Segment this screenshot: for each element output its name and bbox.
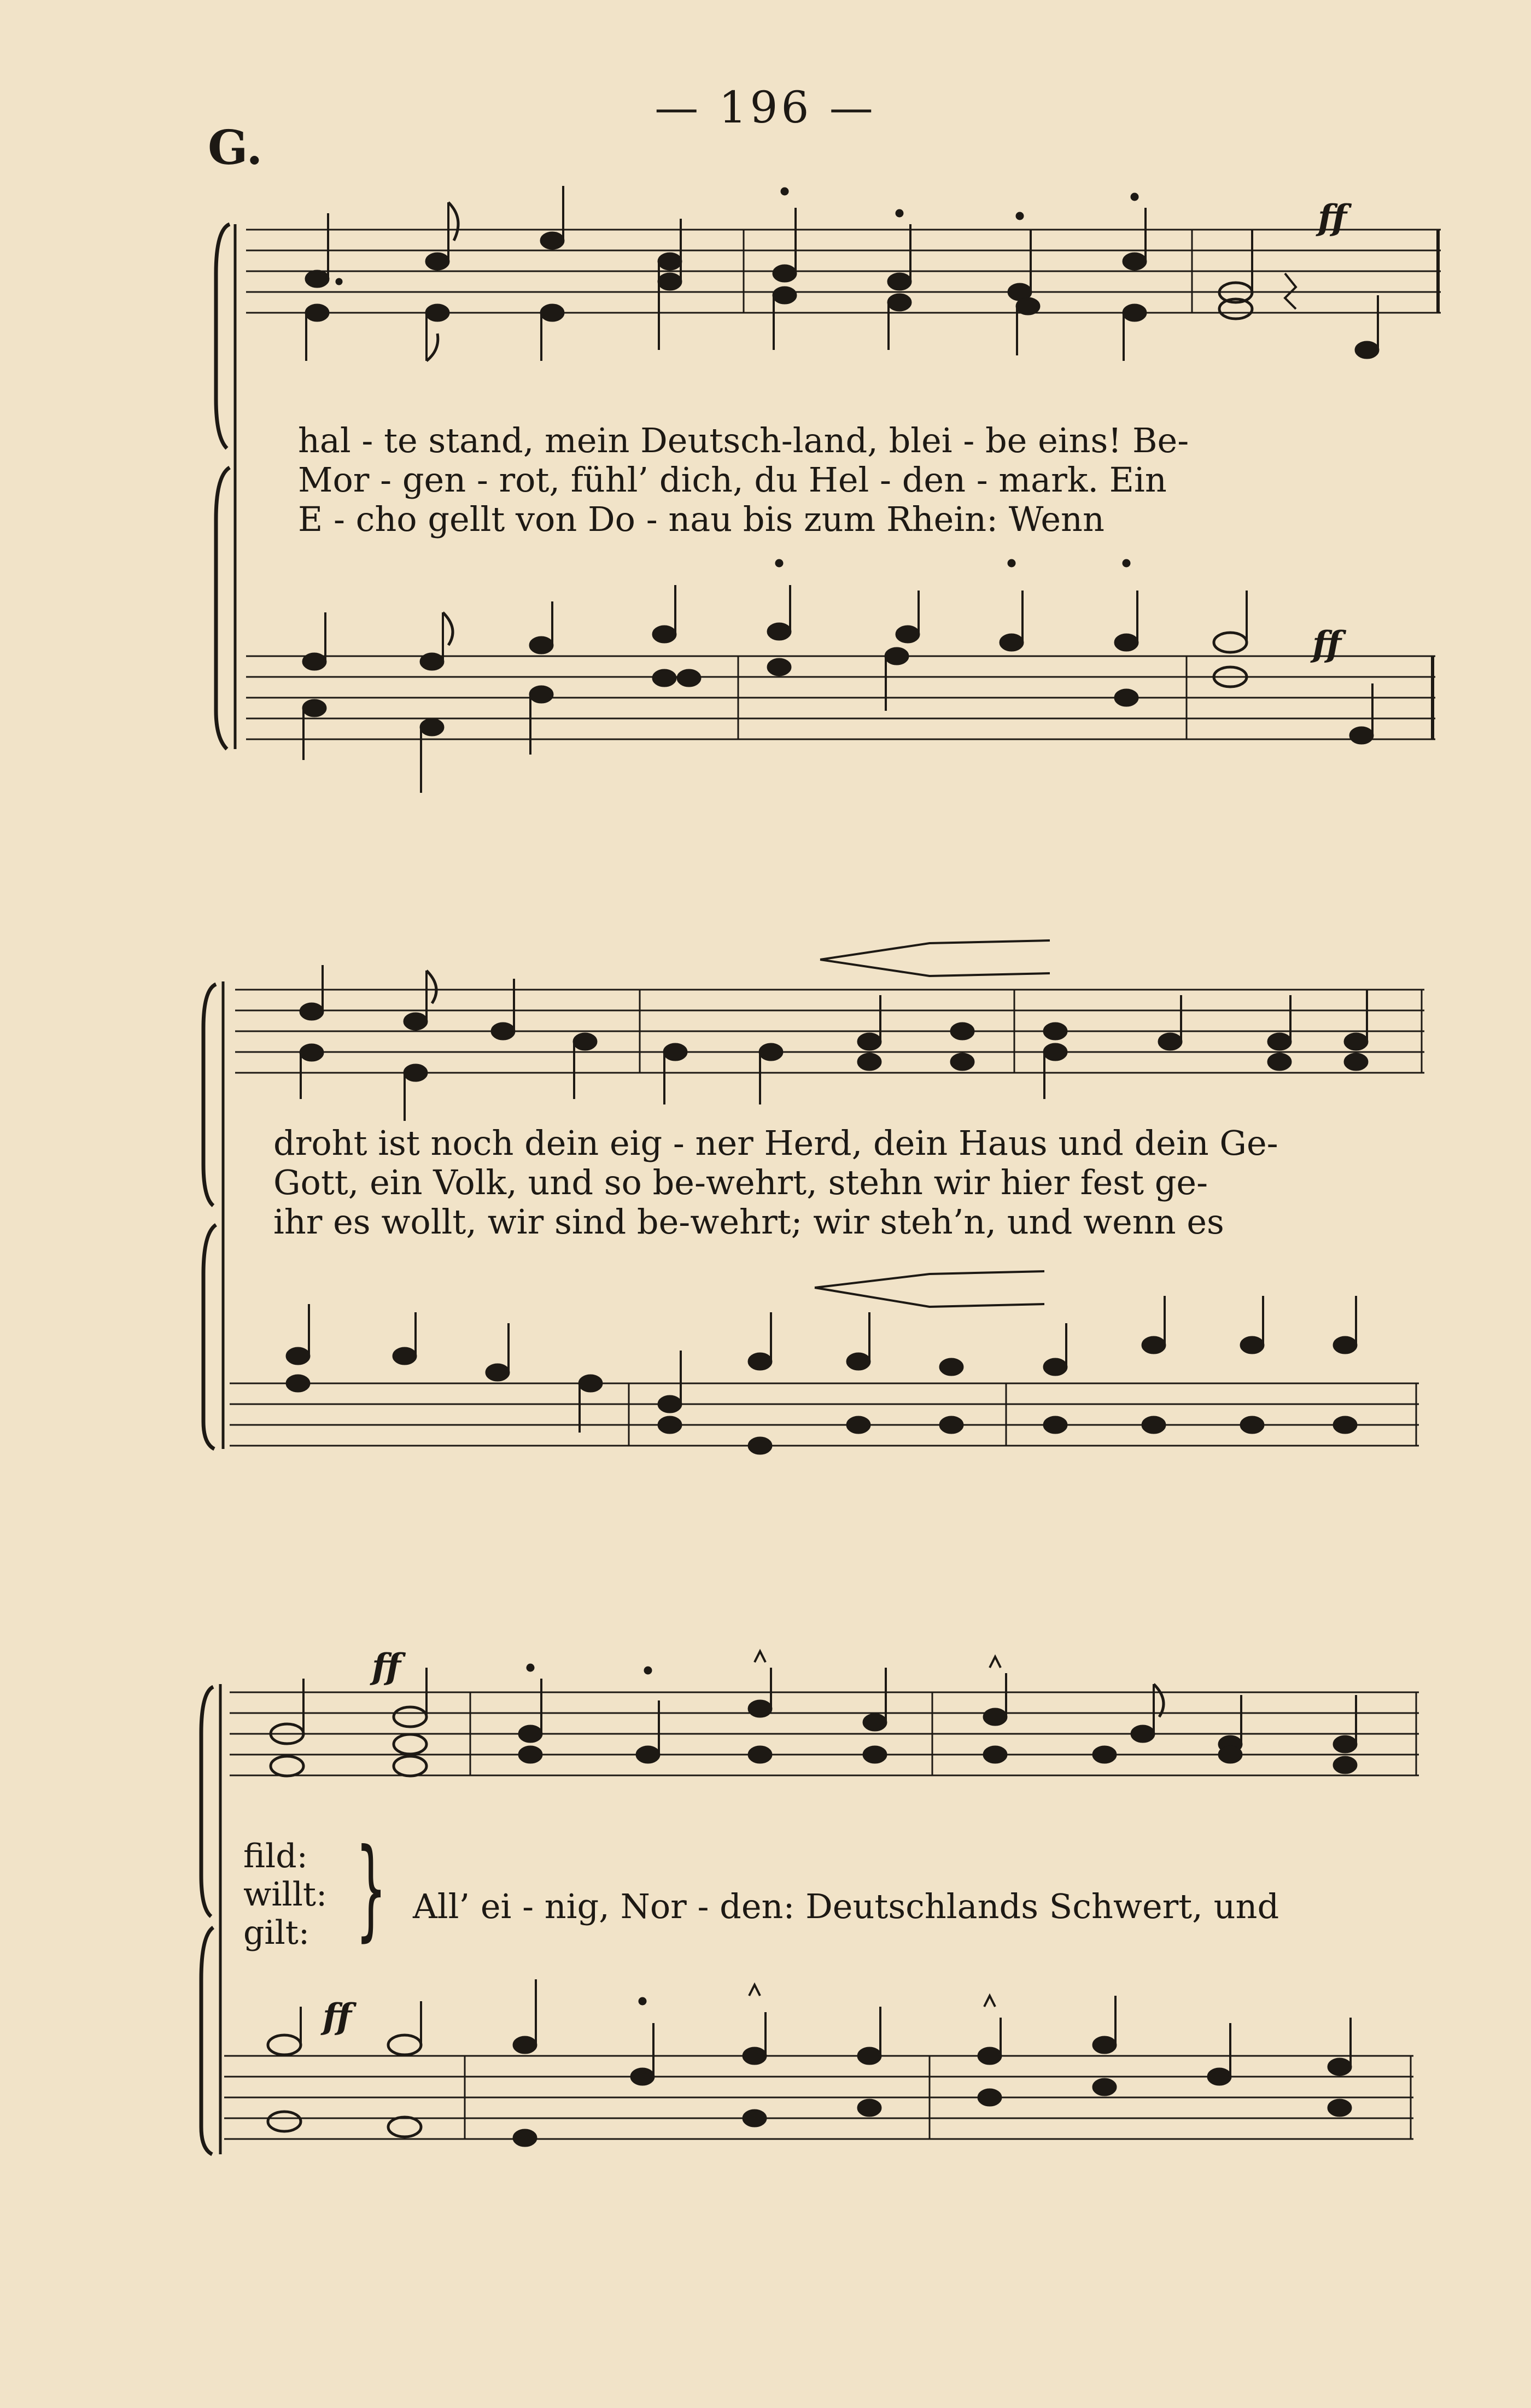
lyric-verse-2: Mor - gen - rot, fühl’ dich, du Hel - den - mark. Ein	[298, 460, 1167, 500]
section-mark: G.	[208, 120, 263, 176]
lyric-verse-2: Gott, ein Volk, und so be-wehrt, stehn wir hier fest ge-	[273, 1162, 1208, 1202]
verse-ending-1: fild:	[243, 1837, 308, 1875]
page-number: — 196 —	[655, 82, 876, 133]
lyric-verse-3: ihr es wollt, wir sind be-wehrt; wir steh’n, und wenn es	[273, 1202, 1224, 1242]
verse-endings	[243, 1837, 327, 1952]
curly-brace: }	[355, 1825, 387, 1953]
system-2-lyrics	[273, 1124, 1278, 1242]
system-3-lyrics: All’ ei - nig, Nor - den: Deutschlands Schwert, und	[413, 1886, 1279, 1926]
dynamic-ff-2: ff	[1312, 624, 1341, 665]
verse-ending-2: willt:	[243, 1875, 328, 1914]
dynamic-ff-4: ff	[323, 1996, 352, 2037]
lyric-verse-1: droht ist noch dein eig - ner Herd, dein Haus und dein Ge-	[273, 1123, 1278, 1163]
dynamic-ff-1: ff	[1318, 197, 1347, 238]
verse-ending-3: gilt:	[243, 1914, 310, 1952]
system-1-lyrics	[298, 421, 1189, 539]
lyric-verse-3: E - cho gellt von Do - nau bis zum Rhein: Wenn	[298, 499, 1105, 539]
lyric-verse-1: hal - te stand, mein Deutsch-land, blei - be eins! Be-	[298, 420, 1189, 460]
dynamic-ff-3: ff	[372, 1646, 401, 1687]
